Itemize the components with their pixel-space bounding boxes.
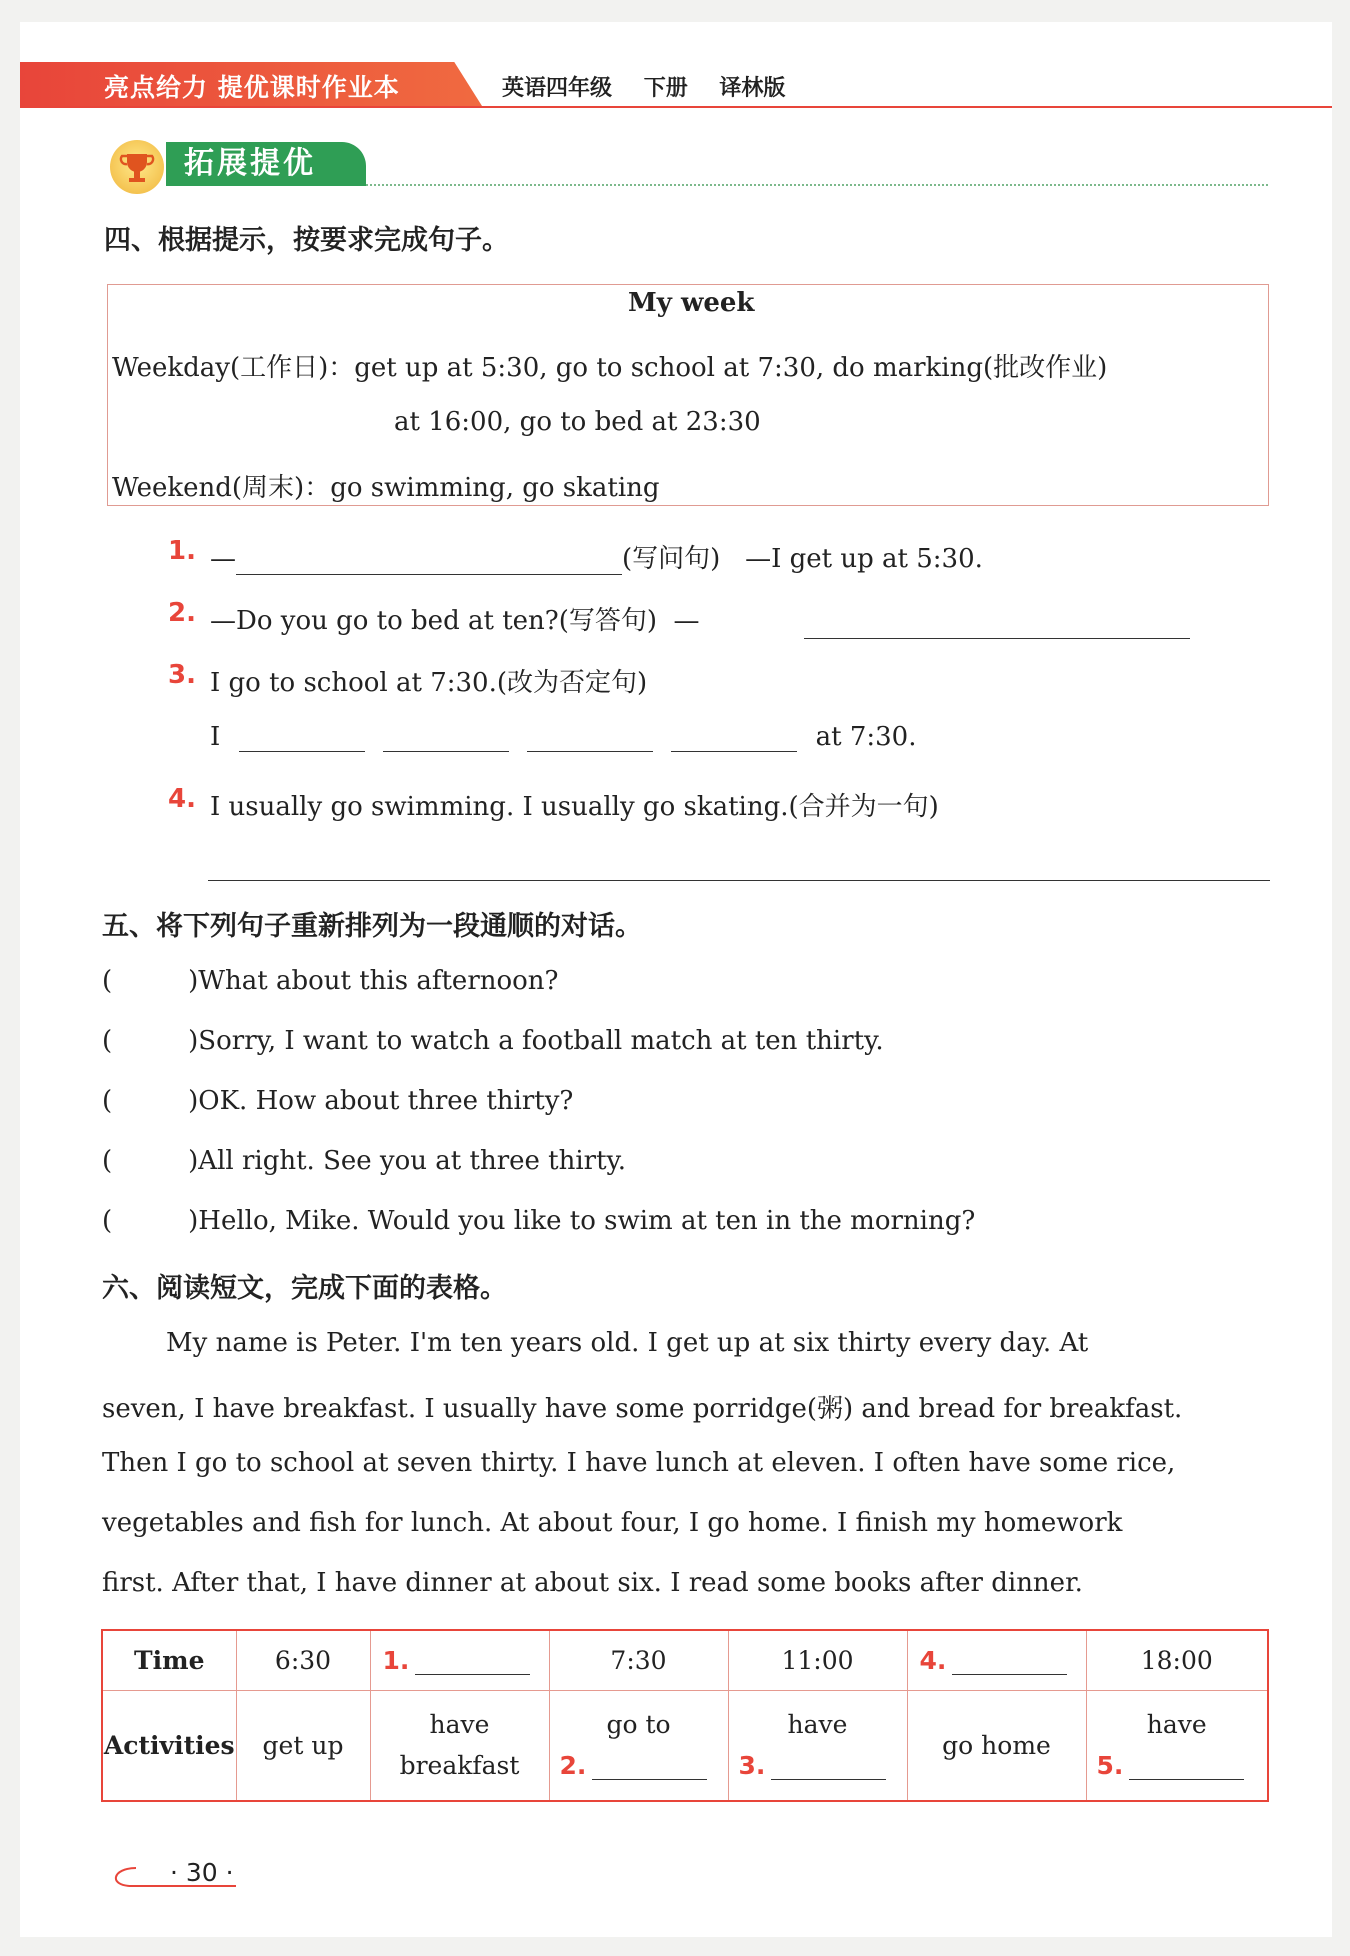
weekday-line1: get up at 5:30, go to school at 7:30, do marking(批改作业)	[354, 353, 1108, 383]
trophy-icon	[110, 140, 164, 194]
activity-line2: breakfast	[399, 1751, 520, 1781]
time-cell: 11:00	[728, 1630, 907, 1690]
page-number: · 30 ·	[170, 1858, 234, 1887]
q5-heading: 五、将下列句子重新排列为一段通顺的对话。	[102, 911, 642, 942]
book-title: 亮点给力 提优课时作业本	[104, 73, 400, 102]
q6-heading: 六、阅读短文，完成下面的表格。	[102, 1273, 507, 1304]
activity-blank	[550, 1751, 728, 1780]
q4-item2-blank[interactable]	[804, 638, 1190, 639]
q4-item1-answer: —I get up at 5:30.	[745, 544, 983, 574]
activity-blank	[729, 1751, 907, 1780]
schedule-table	[101, 1629, 1269, 1802]
passage-line: seven, I have breakfast. I usually have some porridge(粥) and bread for breakfast.	[102, 1394, 1183, 1424]
activities-row	[102, 1690, 1268, 1801]
q4-item2-question: —Do you go to bed at ten?(写答句)	[210, 606, 658, 636]
q5-row	[102, 1206, 975, 1236]
weekend-text: go swimming, go skating	[330, 473, 660, 503]
q4-item3-line	[210, 722, 916, 752]
blank-line[interactable]	[415, 1652, 530, 1675]
q4-item3-blank[interactable]	[239, 723, 365, 752]
activity-cell	[549, 1690, 728, 1801]
time-cell-blank[interactable]	[370, 1630, 549, 1690]
time-row	[102, 1630, 1268, 1690]
q4-item3-blank[interactable]	[527, 723, 653, 752]
q4-item3-end: at 7:30.	[815, 722, 917, 752]
volume: 下册	[643, 76, 688, 101]
q5-open-paren[interactable]: (	[102, 1086, 113, 1116]
q4-item1-dash: —	[210, 544, 236, 574]
q4-item2-dash: —	[673, 606, 700, 636]
q4-item3-blank[interactable]	[383, 723, 509, 752]
weekday-row	[112, 347, 1107, 384]
time-cell: 6:30	[236, 1630, 370, 1690]
activity-line1: have	[1146, 1710, 1207, 1740]
q4-item2-number: 2.	[168, 598, 196, 628]
blank-line[interactable]	[592, 1757, 707, 1780]
activity-cell	[370, 1690, 549, 1801]
time-cell-blank[interactable]	[907, 1630, 1086, 1690]
blank-line[interactable]	[771, 1757, 886, 1780]
q4-item3-blank[interactable]	[671, 723, 797, 752]
blank-number: 4.	[919, 1645, 947, 1675]
q5-sentence: )What about this afternoon?	[188, 966, 559, 996]
q5-open-paren[interactable]: (	[102, 966, 113, 996]
q4-item1	[210, 538, 983, 575]
q5-open-paren[interactable]: (	[102, 1146, 113, 1176]
q4-item1-hint: (写问句)	[622, 544, 721, 574]
q4-item3-number: 3.	[168, 660, 196, 690]
blank-number: 1.	[382, 1645, 410, 1675]
q4-item1-blank[interactable]	[236, 544, 622, 575]
passage-line: Then I go to school at seven thirty. I have lunch at eleven. I often have some rice,	[102, 1448, 1176, 1478]
book-info	[502, 71, 809, 102]
q5-sentence: )All right. See you at three thirty.	[188, 1146, 627, 1176]
q4-item3-start: I	[210, 722, 221, 752]
q5-open-paren[interactable]: (	[102, 1206, 113, 1236]
activity-line1: go to	[606, 1710, 671, 1740]
q4-item4-number: 4.	[168, 784, 196, 814]
my-week-title: My week	[628, 288, 755, 318]
passage-line: first. After that, I have dinner at about six. I read some books after dinner.	[102, 1568, 1083, 1598]
weekend-label: Weekend(周末)：	[112, 473, 331, 503]
blank-number: 5.	[1096, 1751, 1124, 1781]
passage-line: vegetables and fish for lunch. At about four, I go home. I finish my homework	[102, 1508, 1123, 1538]
q5-row	[102, 1086, 573, 1116]
blank-line[interactable]	[1129, 1757, 1244, 1780]
activities-header: Activities	[102, 1690, 236, 1801]
blank-number: 3.	[738, 1751, 766, 1781]
activity-cell: go home	[907, 1690, 1086, 1801]
blank-line[interactable]	[952, 1652, 1067, 1675]
q5-sentence: )OK. How about three thirty?	[188, 1086, 574, 1116]
q4-item4-sentence: I usually go swimming. I usually go skating.(合并为一句)	[210, 792, 939, 822]
q5-sentence: )Hello, Mike. Would you like to swim at ten in the morning?	[188, 1206, 976, 1236]
q4-heading: 四、根据提示，按要求完成句子。	[104, 225, 509, 256]
time-cell: 18:00	[1086, 1630, 1268, 1690]
weekday-line2: at 16:00, go to bed at 23:30	[394, 407, 761, 437]
weekday-label: Weekday(工作日)：	[112, 353, 355, 383]
activity-blank	[1087, 1751, 1268, 1780]
section-divider	[366, 184, 1268, 186]
q5-row	[102, 966, 558, 996]
q4-item4-blank[interactable]	[208, 880, 1270, 881]
time-header: Time	[102, 1630, 236, 1690]
q5-row	[102, 1026, 884, 1056]
q4-item2	[210, 600, 700, 637]
section-badge: 拓展提优	[166, 142, 366, 186]
q4-item1-number: 1.	[168, 536, 196, 566]
time-cell: 7:30	[549, 1630, 728, 1690]
edition: 译林版	[719, 76, 786, 101]
q5-open-paren[interactable]: (	[102, 1026, 113, 1056]
q5-row	[102, 1146, 626, 1176]
activity-cell	[1086, 1690, 1268, 1801]
q5-sentence: )Sorry, I want to watch a football match at ten thirty.	[188, 1026, 884, 1056]
q4-item3-sentence: I go to school at 7:30.(改为否定句)	[210, 668, 648, 698]
weekend-row	[112, 467, 660, 504]
activity-cell: get up	[236, 1690, 370, 1801]
blank-number: 2.	[559, 1751, 587, 1781]
activity-cell	[728, 1690, 907, 1801]
grade: 英语四年级	[502, 76, 613, 101]
header-rule	[20, 106, 1332, 108]
passage-line: My name is Peter. I'm ten years old. I get up at six thirty every day. At	[166, 1328, 1089, 1358]
activity-line1: have	[429, 1710, 490, 1740]
activity-line1: have	[787, 1710, 848, 1740]
